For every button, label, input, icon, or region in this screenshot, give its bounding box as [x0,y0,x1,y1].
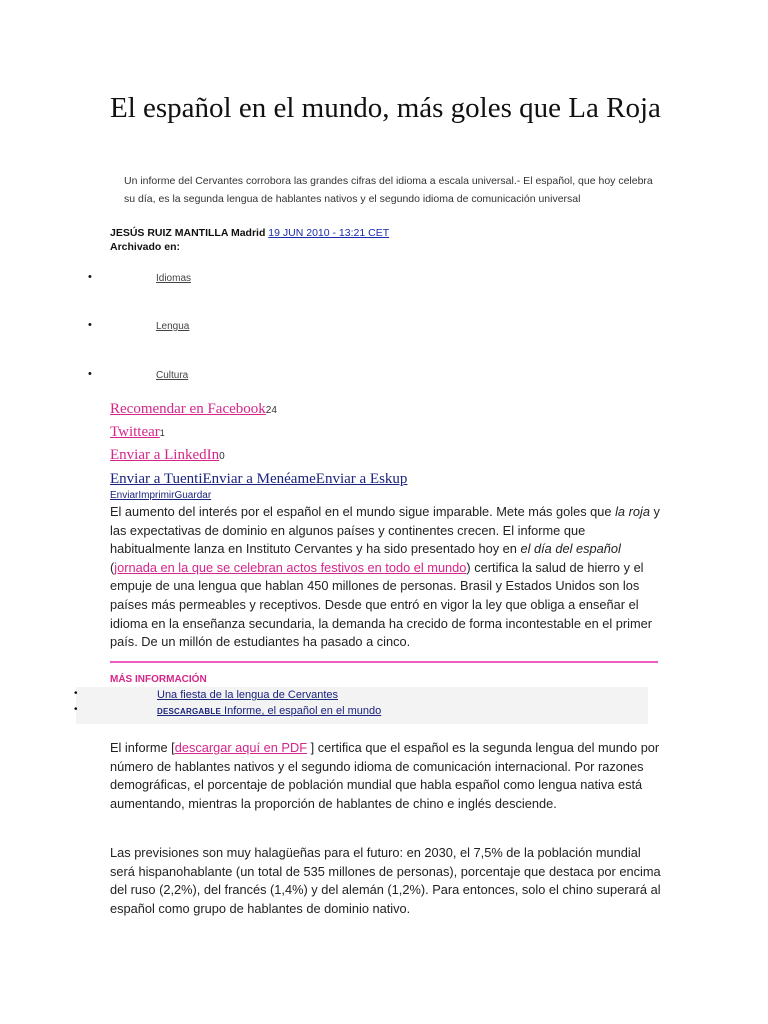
facebook-row [110,401,277,418]
jornada-link[interactable]: jornada en la que se celebran actos festivos en todo el mundo [114,559,467,575]
text-span: ) certifica la salud de hierro y el empuje de una lengua que hablan 450 millones de personas. Brasil y Estados Unidos son los países más permeables y receptivos. Desde que entró en vigor la ley que obliga a enseñar el idioma en la enseñanza secundaria, la demanda ha crecido de forma incontestable en el primer país. De un millón de estudiantes ha pasado a cinco. [110,559,653,650]
twitter-share-link[interactable]: Twittear [110,424,160,440]
emphasis-dia-del-espanol: el día del español [520,541,621,557]
body-paragraph-1 [110,503,662,652]
send-link[interactable]: Enviar [110,490,139,501]
text-span: ] certifica que el español es la segunda lengua del mundo por número de hablantes nativos y el segundo idioma de comunicación internacional. Por razones demográficas, el porcentaje de población mundial que habla español como lengua nativa está aumentando, mientras la proporción de hablantes de chino e inglés desciende. [110,740,660,811]
more-info-link-label: Informe, el español en el mundo [224,705,382,717]
print-link[interactable]: Imprimir [138,490,175,501]
archived-label: Archivado en: [110,241,181,253]
facebook-share-link[interactable]: Recomendar en Facebook [110,401,266,417]
article-tools [110,490,211,501]
eskup-share-link[interactable]: Enviar a Eskup [315,471,408,487]
byline [110,226,389,240]
tag-bullet: • [88,368,92,380]
article-title: El español en el mundo, más goles que La Roja [110,92,661,124]
share-links-row [110,471,407,488]
date-link[interactable]: 19 JUN 2010 - 13:21 CET [268,227,390,239]
tuenti-share-link[interactable]: Enviar a Tuenti [110,471,203,487]
text-span: ( [110,559,115,575]
emphasis-la-roja: la roja [615,504,650,519]
twitter-count: 1 [159,428,165,438]
meneame-share-link[interactable]: Enviar a Menéame [202,471,316,487]
more-info-link-fiesta[interactable]: Una fiesta de la lengua de Cervantes [157,689,339,701]
list-bullet: • [74,688,78,699]
list-bullet: • [74,704,78,715]
text-span: El aumento del interés por el español en el mundo sigue imparable. Mete más goles que [110,504,616,519]
save-link[interactable]: Guardar [174,490,212,501]
twitter-row [110,424,165,441]
tag-link-idiomas[interactable]: Idiomas [156,273,192,284]
text-span: y las expectativas de dominio en algunos países y continentes crecen. El informe que habitualmente lanza en Instituto Cervantes y ha sido presentado hoy en [110,504,660,557]
facebook-count: 24 [265,405,277,416]
linkedin-count: 0 [219,451,225,462]
tag-link-cultura[interactable]: Cultura [156,370,189,381]
tag-bullet: • [88,319,92,331]
text-span: El informe [ [110,740,175,755]
pdf-download-link[interactable]: descargar aquí en PDF [174,740,308,755]
author-name: JESÚS RUIZ MANTILLA Madrid [110,227,266,239]
body-paragraph-3: Las previsiones son muy halagüeñas para el futuro: en 2030, el 7,5% de la población mundial será hispanohablante (un total de 535 millones de personas), porcentaje que destaca por encima del ruso (2,2%), del francés (1,4%) y del alemán (1,2%). Para entonces, solo el chino superará al español como grupo de hablantes de dominio nativo. [110,845,661,916]
body-paragraph-2 [110,739,662,813]
tag-bullet: • [88,271,92,283]
linkedin-row [110,447,225,464]
more-info-heading: MÁS INFORMACIÓN [110,674,207,685]
article-summary: Un informe del Cervantes corrobora las grandes cifras del idioma a escala universal.- El español, que hoy celebra su día, es la segunda lengua de hablantes nativos y el segundo idioma de comunicación universal [124,175,653,205]
downloadable-badge: DESCARGABLE [157,707,221,716]
linkedin-share-link[interactable]: Enviar a LinkedIn [110,447,220,463]
tag-link-lengua[interactable]: Lengua [156,321,190,332]
more-info-link-informe[interactable] [157,705,381,717]
section-divider [110,661,658,663]
